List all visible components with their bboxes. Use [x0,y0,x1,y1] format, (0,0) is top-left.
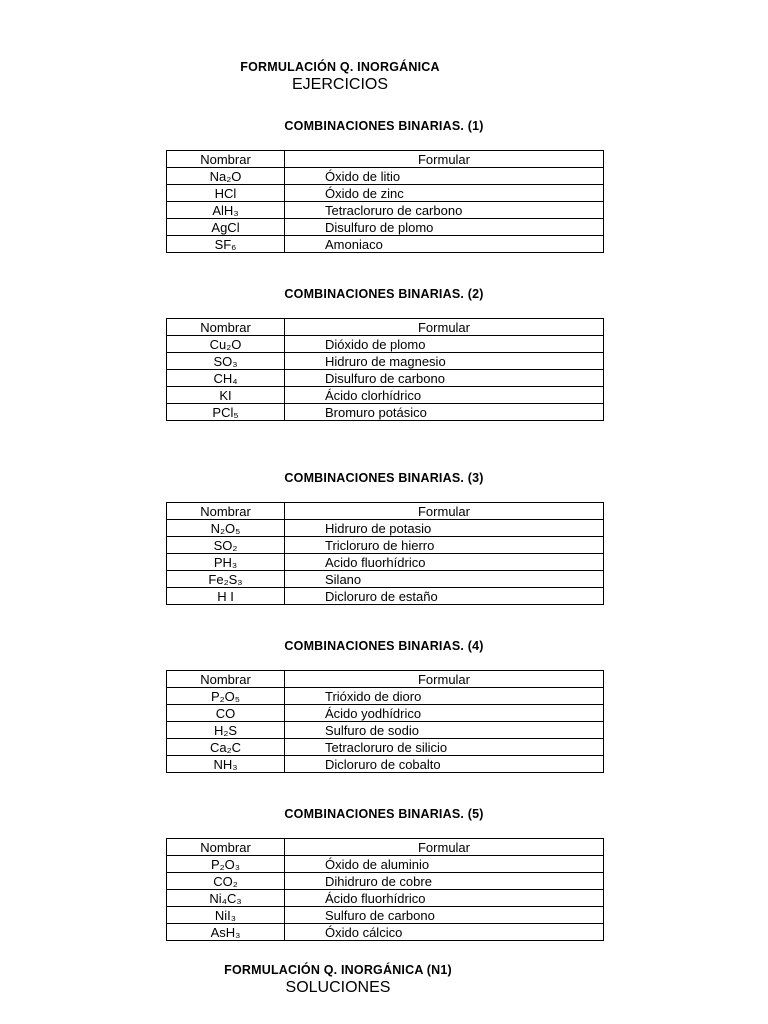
table-row [167,571,604,588]
name-to-formulate: Hidruro de potasio [285,520,604,537]
formula-to-name: KI [167,387,285,404]
name-to-formulate: Disulfuro de plomo [285,219,604,236]
name-to-formulate: Sulfuro de carbono [285,907,604,924]
name-to-formulate: Silano [285,571,604,588]
table-row [167,588,604,605]
table-row [167,185,604,202]
table-row [167,705,604,722]
formula-to-name: AlH₃ [167,202,285,219]
solutions-title: FORMULACIÓN Q. INORGÁNICA (N1) [224,963,452,977]
table-row [167,554,604,571]
table-row [167,739,604,756]
name-to-formulate: Dicloruro de cobalto [285,756,604,773]
header-formular: Formular [285,671,604,688]
formula-to-name: PCl₅ [167,404,285,421]
formula-to-name: Ca₂C [167,739,285,756]
table-row [167,202,604,219]
exercise-table [166,502,604,605]
table-row [167,856,604,873]
header-nombrar: Nombrar [167,503,285,520]
name-to-formulate: Dicloruro de estaño [285,588,604,605]
table-row [167,756,604,773]
solutions-subtitle: SOLUCIONES [285,979,391,996]
name-to-formulate: Óxido de zinc [285,185,604,202]
section-title: COMBINACIONES BINARIAS. (4) [284,639,484,653]
header-nombrar: Nombrar [167,319,285,336]
table-row [167,688,604,705]
name-to-formulate: Tricloruro de hierro [285,537,604,554]
table-row [167,520,604,537]
document-subtitle: EJERCICIOS [291,76,388,93]
formula-to-name: H₂S [167,722,285,739]
formula-to-name: SF₆ [167,236,285,253]
name-to-formulate: Trióxido de dioro [285,688,604,705]
formula-to-name: N₂O₅ [167,520,285,537]
formula-to-name: NiI₃ [167,907,285,924]
table-row [167,404,604,421]
table-header-row [167,319,604,336]
name-to-formulate: Hidruro de magnesio [285,353,604,370]
section-title: COMBINACIONES BINARIAS. (2) [284,287,484,301]
name-to-formulate: Acido fluorhídrico [285,554,604,571]
table-row [167,387,604,404]
table-row [167,890,604,907]
table-row [167,336,604,353]
table-row [167,924,604,941]
header-formular: Formular [285,839,604,856]
table-row [167,537,604,554]
table-header-row [167,671,604,688]
name-to-formulate: Óxido cálcico [285,924,604,941]
table-row [167,907,604,924]
name-to-formulate: Sulfuro de sodio [285,722,604,739]
name-to-formulate: Dihidruro de cobre [285,873,604,890]
header-formular: Formular [285,503,604,520]
table-row [167,219,604,236]
name-to-formulate: Tetracloruro de carbono [285,202,604,219]
formula-to-name: SO₃ [167,353,285,370]
formula-to-name: H I [167,588,285,605]
formula-to-name: Cu₂O [167,336,285,353]
formula-to-name: HCl [167,185,285,202]
formula-to-name: Na₂O [167,168,285,185]
exercise-table [166,150,604,253]
formula-to-name: CH₄ [167,370,285,387]
section-title: COMBINACIONES BINARIAS. (1) [284,119,484,133]
name-to-formulate: Ácido clorhídrico [285,387,604,404]
table-header-row [167,151,604,168]
formula-to-name: SO₂ [167,537,285,554]
name-to-formulate: Óxido de litio [285,168,604,185]
header-formular: Formular [285,151,604,168]
section-title: COMBINACIONES BINARIAS. (3) [284,471,484,485]
document-title: FORMULACIÓN Q. INORGÁNICA [240,60,440,74]
name-to-formulate: Dióxido de plomo [285,336,604,353]
header-nombrar: Nombrar [167,671,285,688]
formula-to-name: PH₃ [167,554,285,571]
table-row [167,722,604,739]
formula-to-name: P₂O₃ [167,856,285,873]
name-to-formulate: Disulfuro de carbono [285,370,604,387]
table-header-row [167,839,604,856]
name-to-formulate: Ácido fluorhídrico [285,890,604,907]
name-to-formulate: Ácido yodhídrico [285,705,604,722]
formula-to-name: Ni₄C₃ [167,890,285,907]
table-row [167,236,604,253]
formula-to-name: Fe₂S₃ [167,571,285,588]
name-to-formulate: Tetracloruro de silicio [285,739,604,756]
table-row [167,370,604,387]
header-nombrar: Nombrar [167,151,285,168]
formula-to-name: P₂O₅ [167,688,285,705]
name-to-formulate: Óxido de aluminio [285,856,604,873]
formula-to-name: AgCl [167,219,285,236]
exercise-table [166,318,604,421]
table-row [167,353,604,370]
formula-to-name: AsH₃ [167,924,285,941]
formula-to-name: CO [167,705,285,722]
header-nombrar: Nombrar [167,839,285,856]
formula-to-name: CO₂ [167,873,285,890]
exercise-table [166,670,604,773]
name-to-formulate: Amoniaco [285,236,604,253]
table-row [167,168,604,185]
formula-to-name: NH₃ [167,756,285,773]
section-title: COMBINACIONES BINARIAS. (5) [284,807,484,821]
name-to-formulate: Bromuro potásico [285,404,604,421]
table-row [167,873,604,890]
table-header-row [167,503,604,520]
header-formular: Formular [285,319,604,336]
exercise-table [166,838,604,941]
